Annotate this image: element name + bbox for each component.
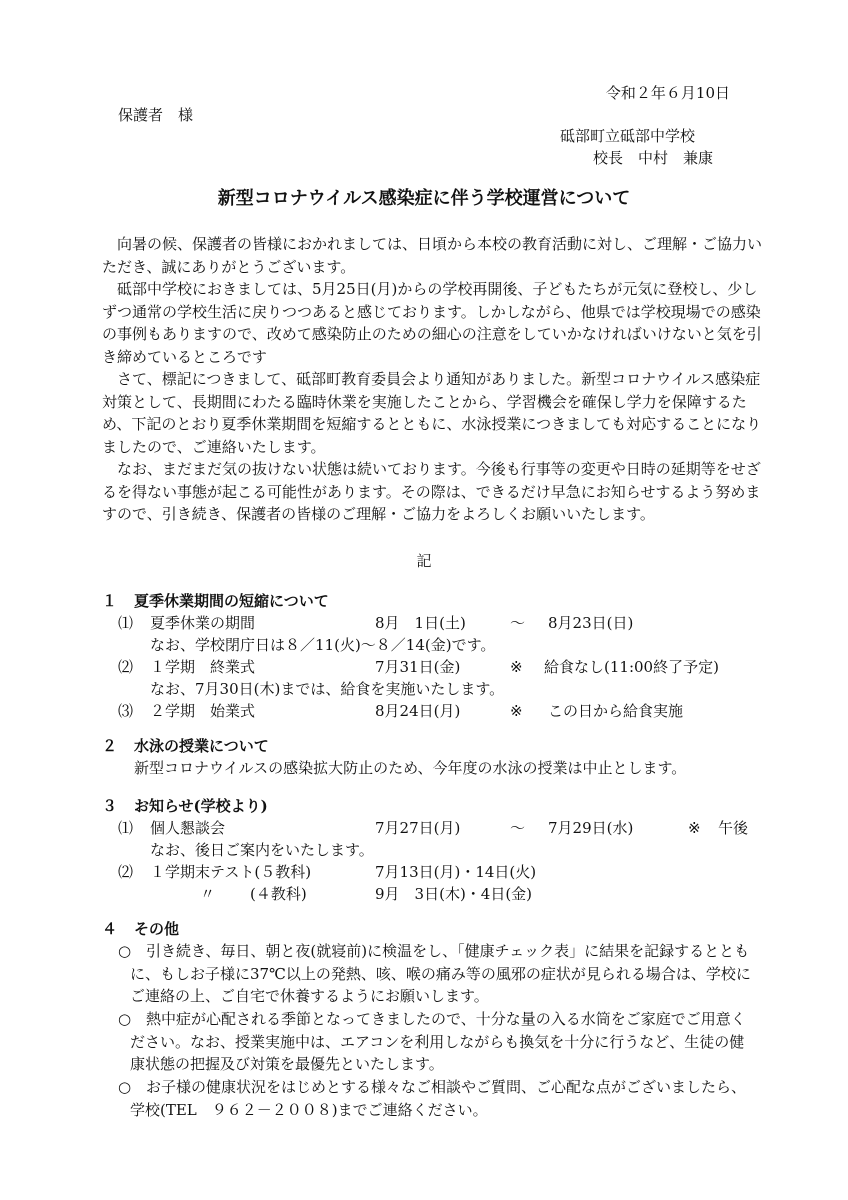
section-4-heading	[102, 918, 179, 940]
section-2-heading	[102, 735, 269, 757]
circle-bullet-icon: ○	[118, 942, 132, 960]
list-item: ⑴ 夏季休業の期間 8月 1日(土) ～ 8月23日(日)	[118, 614, 634, 632]
section-title: 夏季休業期間の短縮について	[134, 592, 329, 610]
addressee: 保護者 様	[118, 106, 194, 124]
list-item: ⑵ １学期 終業式 7月31日(金) ※ 給食なし(11:00終了予定)	[118, 658, 719, 676]
section-title: お知らせ(学校より)	[134, 797, 268, 815]
document-title: 新型コロナウイルス感染症に伴う学校運営について	[217, 188, 631, 209]
item-note: なお、7月30日(木)までは、給食を実施いたします。	[150, 680, 505, 698]
list-item: ⑶ ２学期 始業式 8月24日(月) ※ この日から給食実施	[118, 702, 684, 720]
section-2-text: 新型コロナウイルスの感染拡大防止のため、今年度の水泳の授業は中止とします。	[134, 759, 687, 777]
section-title: 水泳の授業について	[134, 737, 269, 755]
list-item: ○ お子様の健康状況をはじめとする様々なご相談やご質問、ご心配な点がございましたら、学校(TEL ９６２－２００８)までご連絡ください。	[118, 1078, 747, 1119]
list-item: ⑴ 個人懇談会 7月27日(月) ～ 7月29日(水) ※ 午後	[118, 819, 749, 837]
section-number: １	[102, 592, 118, 610]
item-note: なお、学校閉庁日は８／11(火)～８／14(金)です。	[150, 636, 496, 654]
list-item: ○ 引き続き、毎日、朝と夜(就寝前)に検温をし、「健康チェック表」に結果を記録するとともに、もしお子様に37℃以上の発熱、咳、喉の痛み等の風邪の症状が見られる場合は、学校にご連絡の上、ご自宅で休養するようにお願いします。	[118, 942, 751, 1005]
paragraph: さて、標記につきまして、砥部町教育委員会より通知がありました。新型コロナウイルス感染症対策として、長期間にわたる臨時休業を実施したことから、学習機会を確保し学力を保障するため、下記のとおり夏季休業期間を短縮するとともに、水泳授業につきましても対応することになりましたので、ご連絡いたします。	[102, 370, 762, 456]
paragraph: 砥部中学校におきましては、5月25日(月)からの学校再開後、子どもたちが元気に登校し、少しずつ通常の学校生活に戻りつつあると感じております。しかしながら、他県では学校現場での感染の事例もありますので、改めて感染防止のための細心の注意をしていかなければいけないと気を引き締めているところです	[102, 280, 762, 366]
list-item: ○ 熱中症が心配される季節となってきましたので、十分な量の入る水筒をご家庭でご用意ください。なお、授業実施中は、エアコンを利用しながらも換気を十分に行うなど、生徒の健康状態の把握及び対策を最優先といたします。	[118, 1010, 746, 1073]
body-text	[102, 233, 762, 526]
section-number: ２	[102, 737, 118, 755]
paragraph: 向暑の候、保護者の皆様におかれましては、日頃から本校の教育活動に対し、ご理解・ご協力いただき、誠にありがとうございます。	[102, 235, 763, 276]
principal-name: 校長 中村 兼康	[593, 149, 714, 167]
section-title: その他	[134, 920, 180, 938]
section-3-heading	[102, 795, 268, 817]
circle-bullet-icon: ○	[118, 1010, 132, 1028]
ki-heading: 記	[416, 552, 432, 570]
list-item: ⑵ １学期末テスト(５教科) 7月13日(月)・14日(火)	[118, 863, 537, 881]
school-name: 砥部町立砥部中学校	[560, 127, 696, 145]
item-note: なお、後日ご案内をいたします。	[150, 841, 374, 859]
section-number: ３	[102, 797, 118, 815]
issue-date: 令和２年６月10日	[605, 84, 730, 102]
paragraph: なお、まだまだ気の抜けない状態は続いております。今後も行事等の変更や日時の延期等をせざるを得ない事態が起こる可能性があります。その際は、できるだけ早急にお知らせするよう努めますので、引き続き、保護者の皆様のご理解・ご協力をよろしくお願いいたします。	[102, 460, 761, 523]
section-number: ４	[102, 920, 118, 938]
list-item: 〃 (４教科) 9月 3日(木)・4日(金)	[200, 885, 533, 903]
section-1-heading	[102, 590, 329, 612]
circle-bullet-icon: ○	[118, 1078, 132, 1096]
